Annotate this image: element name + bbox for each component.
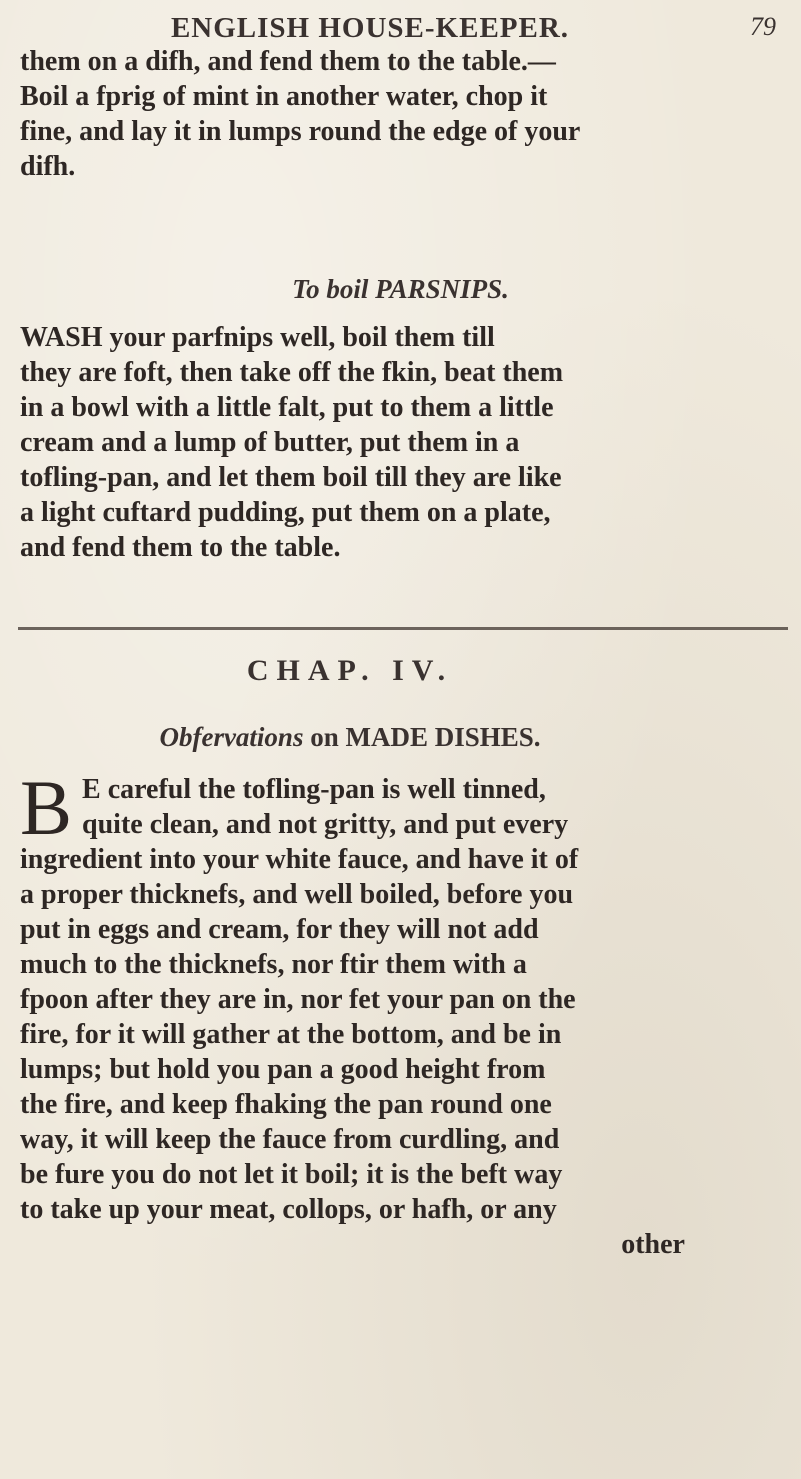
text-line: in a bowl with a little falt, put to them a little (20, 392, 554, 423)
text-line: WASH your parfnips well, boil them till (20, 322, 495, 353)
text-line: tofling-pan, and let them boil till they are like (20, 462, 562, 493)
recipe-heading-parsnips: To boil PARSNIPS. (292, 274, 509, 304)
paragraph-mint-sauce (20, 44, 685, 184)
text-line: lumps; but hold you pan a good height from (20, 1054, 546, 1085)
text-line: cream and a lump of butter, put them in a (20, 427, 520, 458)
drop-capital: B (20, 764, 73, 851)
section-divider (18, 627, 788, 630)
text-line: put in eggs and cream, for they will not add (20, 914, 539, 945)
text-line: them on a difh, and fend them to the table.— (20, 46, 556, 77)
chapter-heading: CHAP. IV. (246, 654, 454, 687)
text-line: be fure you do not let it boil; it is the beft way (20, 1159, 563, 1190)
text-line: to take up your meat, collops, or hafh, or any (20, 1194, 557, 1225)
paragraph-made-dishes (20, 764, 685, 1262)
text-line: fire, for it will gather at the bottom, and be in (20, 1019, 562, 1050)
text-line: other (621, 1229, 685, 1260)
text-line: they are foft, then take off the fkin, beat them (20, 357, 564, 388)
text-line: a proper thicknefs, and well boiled, before you (20, 879, 574, 910)
paragraph-parsnips (20, 320, 685, 565)
text-line: E careful the tofling-pan is well tinned, (82, 774, 546, 805)
text-line: quite clean, and not gritty, and put every (82, 809, 569, 840)
text-line: ingredient into your white fauce, and have it of (20, 844, 579, 875)
text-line: much to the thicknefs, nor ftir them with a (20, 949, 527, 980)
running-head (20, 8, 781, 48)
text-line: fine, and lay it in lumps round the edge of your (20, 116, 581, 147)
subheading-italic: Obfervations (159, 722, 304, 752)
text-line: fpoon after they are in, nor fet your pan on the (20, 984, 576, 1015)
text-line: difh. (20, 151, 76, 182)
chapter-subheading (0, 722, 700, 753)
text-line: Boil a fprig of mint in another water, chop it (20, 81, 548, 112)
page-number: 79 (750, 12, 776, 41)
running-title: ENGLISH HOUSE-KEEPER. (170, 12, 570, 44)
text-line: a light cuftard pudding, put them on a plate, (20, 497, 551, 528)
text-line: way, it will keep the fauce from curdling, and (20, 1124, 560, 1155)
text-line: the fire, and keep fhaking the pan round one (20, 1089, 552, 1120)
subheading-rest: on MADE DISHES. (303, 722, 541, 752)
text-line: and fend them to the table. (20, 532, 341, 563)
